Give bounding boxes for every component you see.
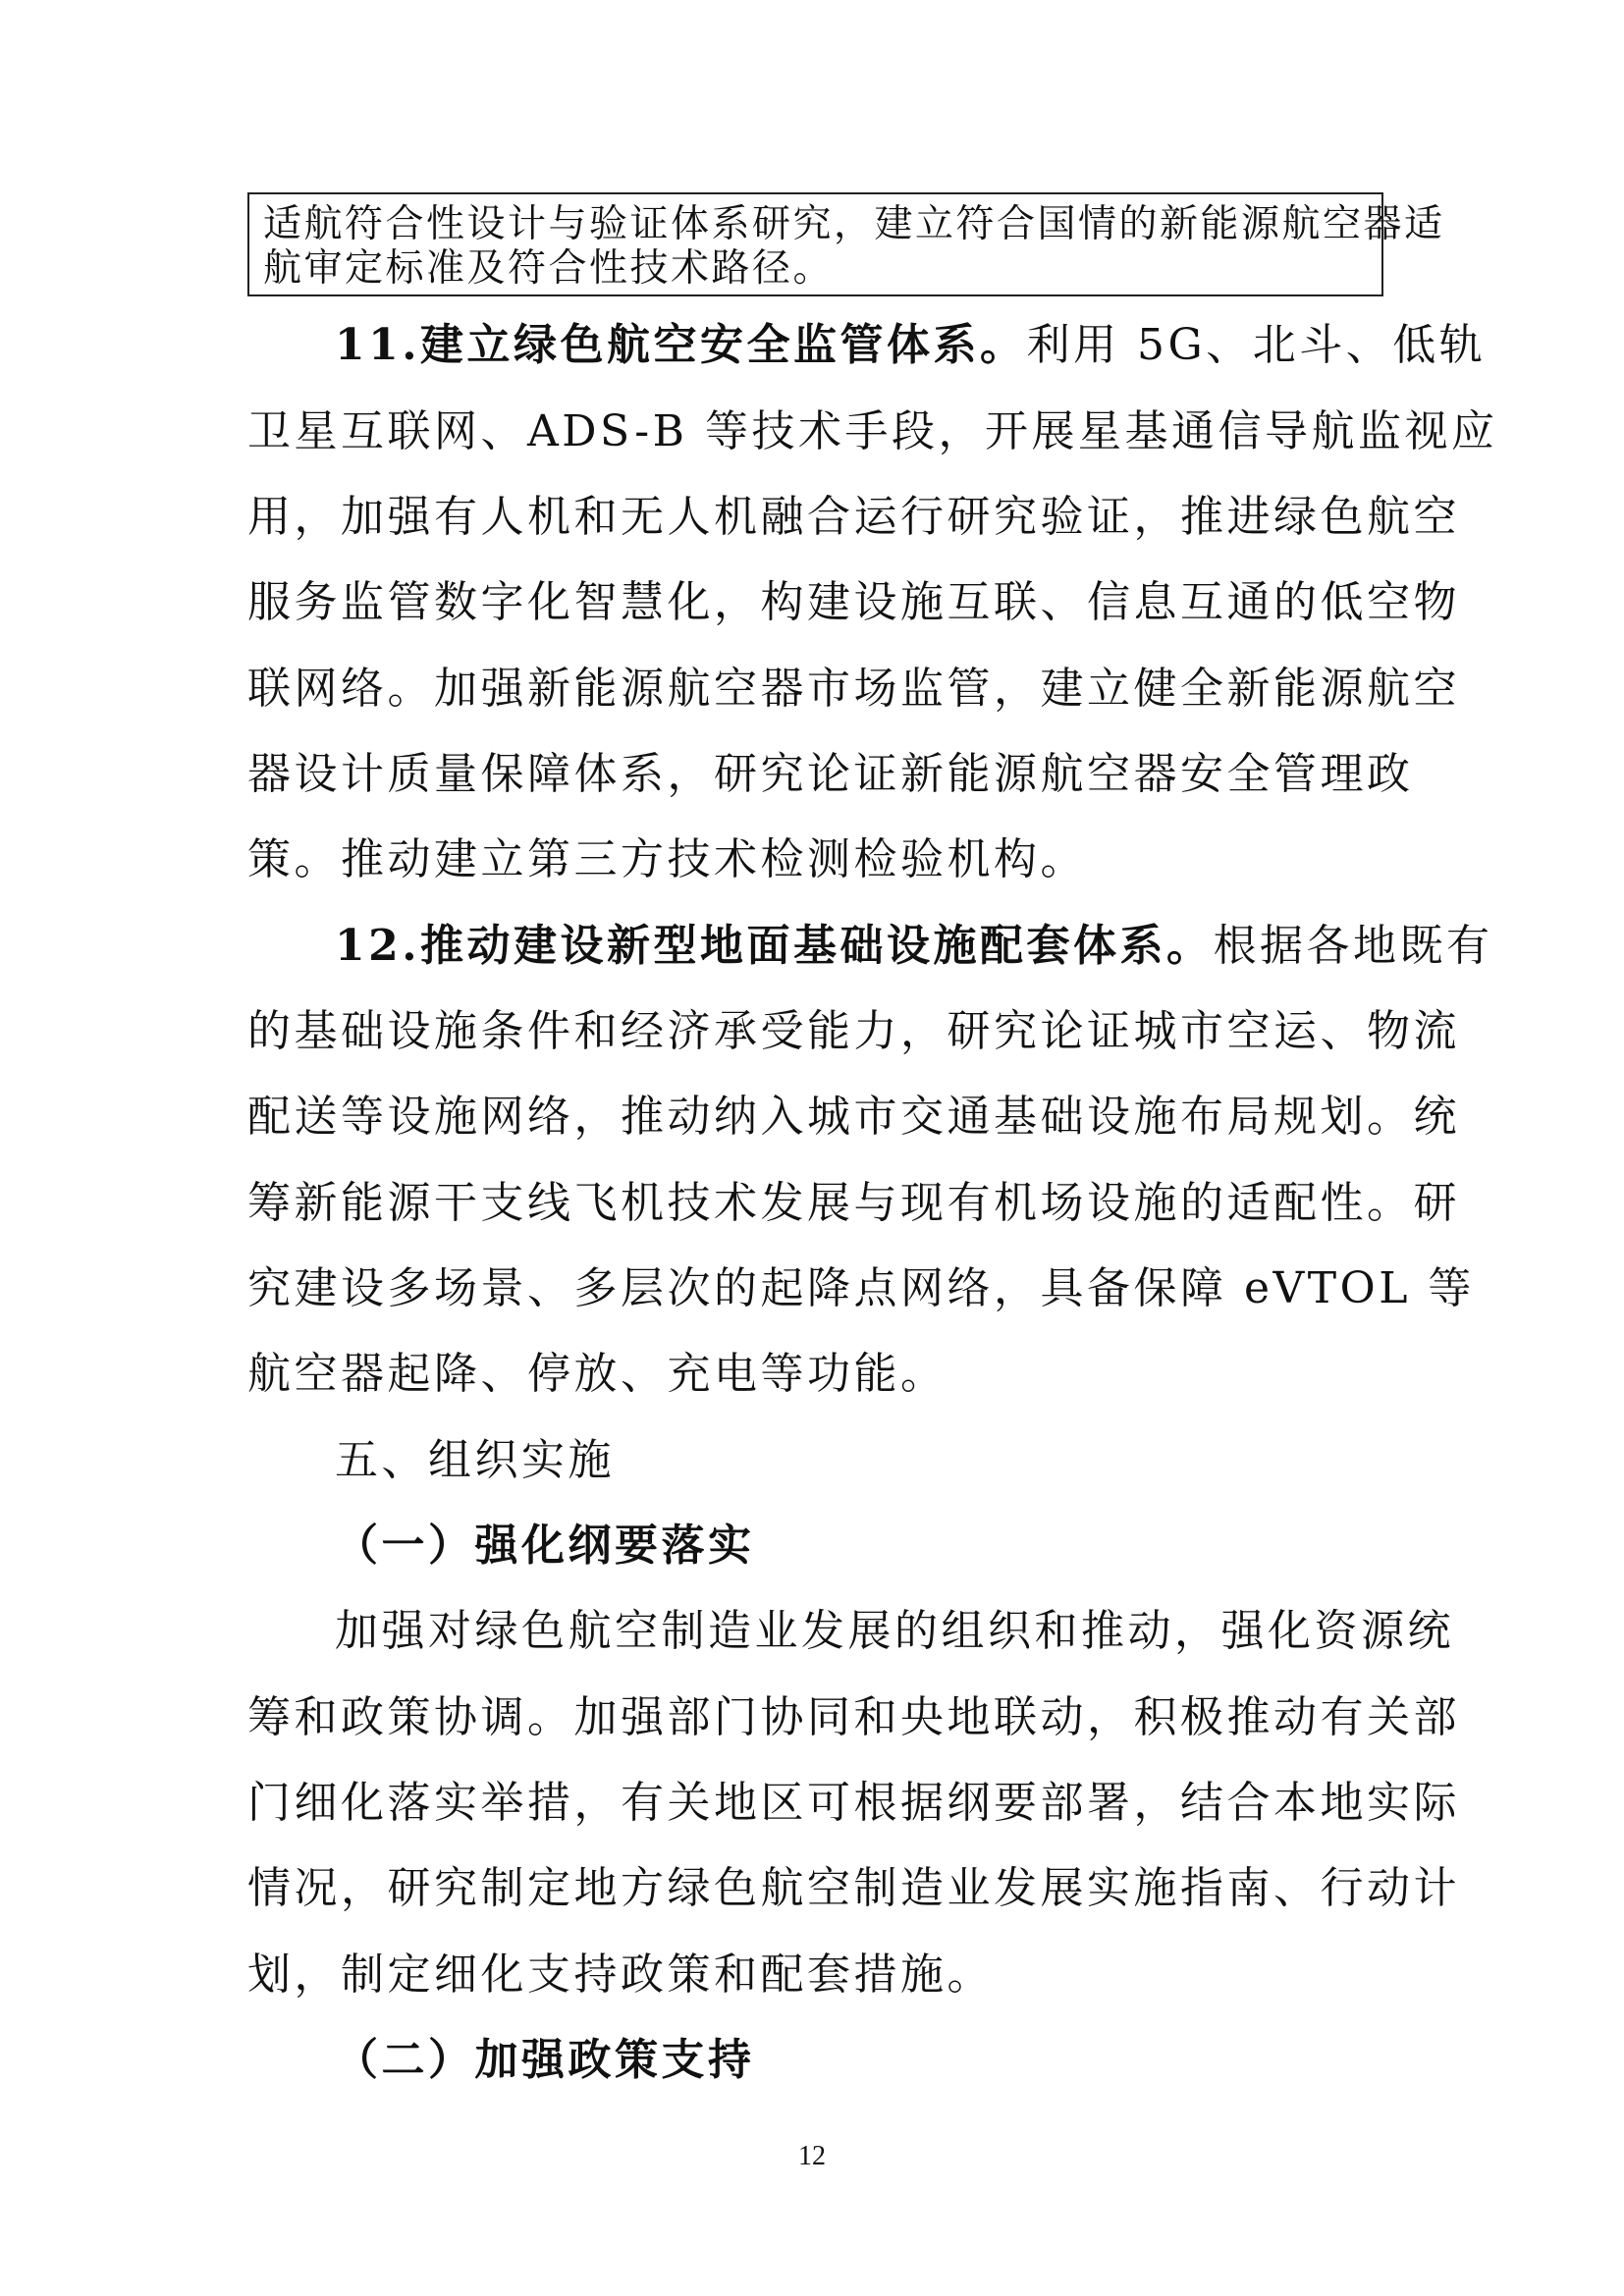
box-line: 适航符合性设计与验证体系研究，建立符合国情的新能源航空器适	[263, 202, 1445, 246]
item11-heading: 11.建立绿色航空安全监管体系。	[335, 320, 1027, 370]
section-heading: 五、组织实施	[335, 1435, 615, 1485]
item12-line: 配送等设施网络，推动纳入城市交通基础设施布局规划。统	[247, 1092, 1460, 1142]
paragraph-line: 加强对绿色航空制造业发展的组织和推动，强化资源统	[335, 1606, 1454, 1656]
box-line: 航审定标准及符合性技术路径。	[263, 246, 835, 291]
paragraph-line: 门细化落实举措，有关地区可根据纲要部署，结合本地实际	[247, 1778, 1460, 1828]
item12-first-line	[335, 917, 1493, 976]
item11-lead-text: 利用 5G、北斗、低轨	[1026, 320, 1487, 370]
item11-line: 服务监管数字化智慧化，构建设施互联、信息互通的低空物	[247, 577, 1460, 627]
item11-line: 用，加强有人机和无人机融合运行研究验证，推进绿色航空	[247, 492, 1460, 542]
item12-lead-text: 根据各地既有	[1213, 921, 1493, 971]
item12-line: 航空器起降、停放、充电等功能。	[247, 1349, 947, 1399]
item12-line: 筹新能源干支线飞机技术发展与现有机场设施的适配性。研	[247, 1178, 1460, 1228]
item12-heading: 12.推动建设新型地面基础设施配套体系。	[335, 921, 1214, 971]
subsection-heading: （一）强化纲要落实	[335, 1521, 755, 1571]
item11-line: 器设计质量保障体系，研究论证新能源航空器安全管理政	[247, 749, 1414, 799]
item11-first-line	[335, 316, 1486, 375]
paragraph-line: 情况，研究制定地方绿色航空制造业发展实施指南、行动计	[247, 1863, 1460, 1913]
boxed-text-continuation	[247, 192, 1445, 296]
paragraph-line: 划，制定细化支持政策和配套措施。	[247, 1949, 994, 2000]
item12-line: 究建设多场景、多层次的起降点网络，具备保障 eVTOL 等	[247, 1263, 1475, 1313]
paragraph-line: 筹和政策协调。加强部门协同和央地联动，积极推动有关部	[247, 1692, 1460, 1742]
subsection-heading: （二）加强政策支持	[335, 2035, 755, 2085]
item11-line: 联网络。加强新能源航空器市场监管，建立健全新能源航空	[247, 664, 1460, 714]
item12-line: 的基础设施条件和经济承受能力，研究论证城市空运、物流	[247, 1006, 1460, 1056]
page-number: 12	[798, 2141, 826, 2171]
item11-line: 卫星互联网、ADS-B 等技术手段，开展星基通信导航监视应	[247, 406, 1498, 456]
item11-line: 策。推动建立第三方技术检测检验机构。	[247, 834, 1087, 884]
